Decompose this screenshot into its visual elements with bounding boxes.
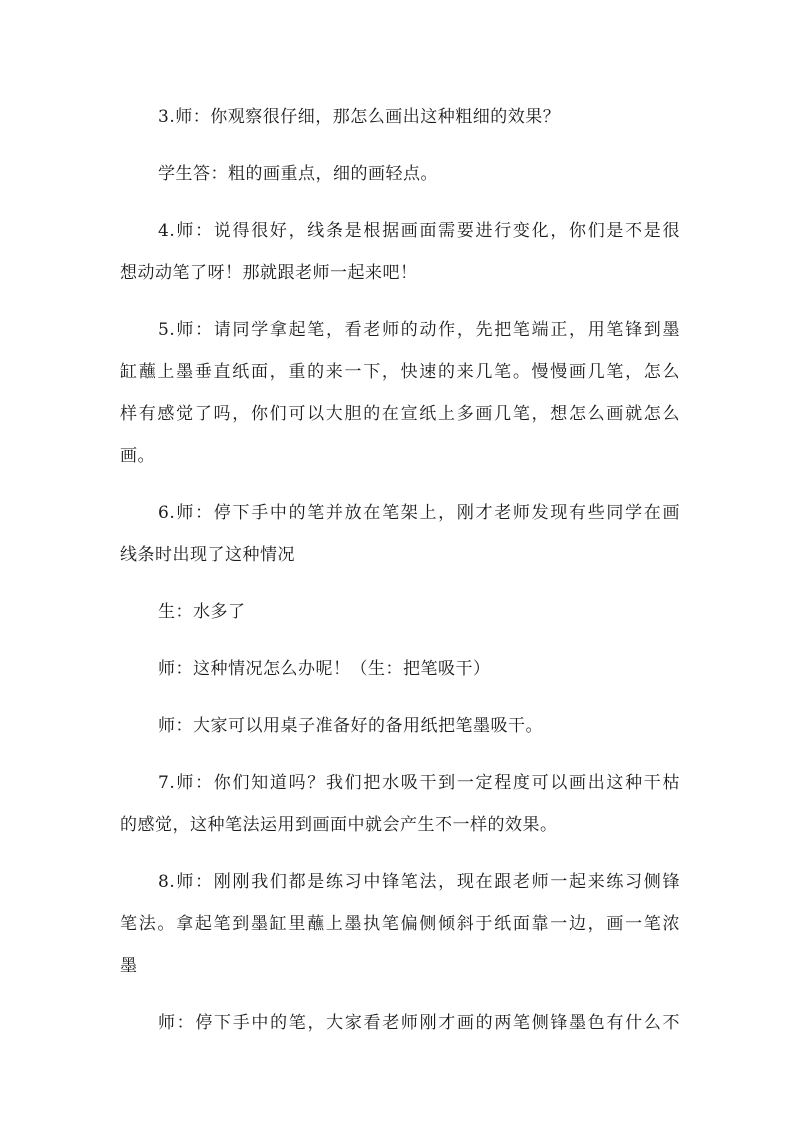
paragraph-7-line-1: 7.师：你们知道吗？我们把水吸干到一定程度可以画出这种干枯 — [158, 773, 680, 793]
paragraph-8-line-1: 8.师：刚刚我们都是练习中锋笔法，现在跟老师一起来练习侧锋 — [158, 872, 680, 892]
paragraph-4-line-2: 想动动笔了呀！那就跟老师一起来吧！ — [120, 263, 418, 283]
student-answer-line: 学生答：粗的画重点，细的画轻点。 — [158, 164, 438, 184]
paragraph-5-line-4: 画。 — [120, 446, 155, 466]
paragraph-5-line-3: 样有感觉了吗，你们可以大胆的在宣纸上多画几笔，想怎么画就怎么 — [120, 404, 680, 424]
paragraph-5-line-2: 缸蘸上墨垂直纸面，重的来一下，快速的来几笔。慢慢画几笔，怎么 — [120, 362, 680, 382]
paragraph-6-line-1: 6.师：停下手中的笔并放在笔架上，刚才老师发现有些同学在画 — [158, 503, 680, 523]
paragraph-4-line-1: 4.师：说得很好，线条是根据画面需要进行变化，你们是不是很 — [158, 221, 680, 241]
teacher-instruction-line: 师：大家可以用桌子准备好的备用纸把笔墨吸干。 — [158, 716, 543, 736]
paragraph-6-line-2: 线条时出现了这种情况 — [120, 545, 295, 565]
paragraph-8-line-2: 笔法。拿起笔到墨缸里蘸上墨执笔偏侧倾斜于纸面靠一边，画一笔浓 — [120, 914, 680, 934]
teacher-question-line: 师：这种情况怎么办呢！（生：把笔吸干） — [158, 659, 491, 679]
student-reply-line: 生：水多了 — [158, 602, 246, 622]
paragraph-8-line-3: 墨 — [120, 956, 138, 976]
paragraph-5-line-1: 5.师：请同学拿起笔，看老师的动作，先把笔端正，用笔锋到墨 — [158, 320, 680, 340]
final-paragraph-line-1: 师：停下手中的笔，大家看老师刚才画的两笔侧锋墨色有什么不 — [158, 1013, 680, 1033]
paragraph-7-line-2: 的感觉，这种笔法运用到画面中就会产生不一样的效果。 — [120, 815, 558, 835]
paragraph-3-line-1: 3.师：你观察很仔细，那怎么画出这种粗细的效果？ — [158, 107, 561, 127]
